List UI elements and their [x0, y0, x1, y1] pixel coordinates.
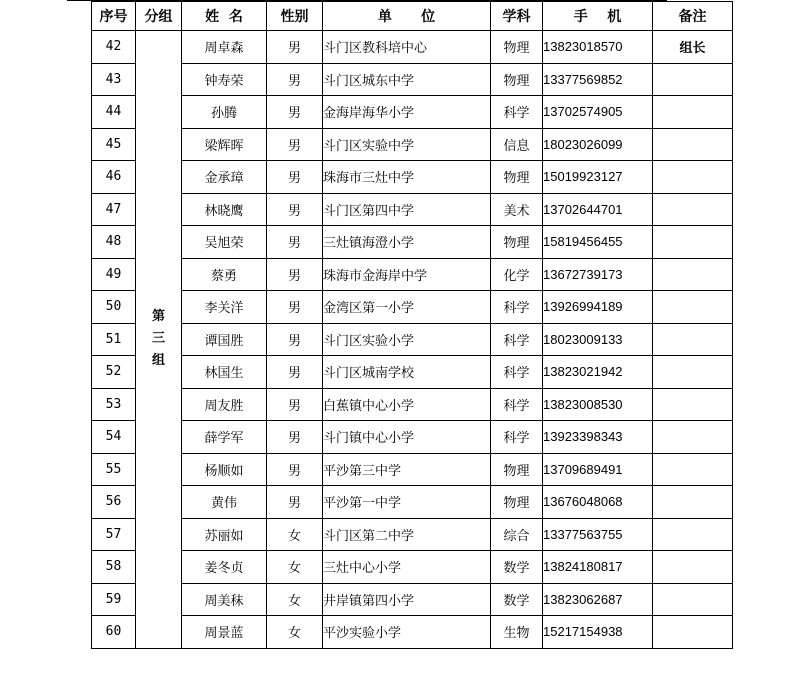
cell-subject: 信息	[491, 128, 543, 161]
group-label-char: 三	[151, 331, 165, 347]
cell-gender: 男	[267, 96, 323, 129]
cell-seq: 52	[92, 356, 136, 389]
cell-subject: 化学	[491, 258, 543, 291]
cell-phone: 13823021942	[543, 356, 653, 389]
cell-seq: 48	[92, 226, 136, 259]
cell-subject: 数学	[491, 551, 543, 584]
cell-seq: 47	[92, 193, 136, 226]
cell-name: 吴旭荣	[182, 226, 267, 259]
cell-phone: 13672739173	[543, 258, 653, 291]
cell-gender: 女	[267, 583, 323, 616]
header-gender: 性别	[267, 2, 323, 31]
cell-phone: 13377569852	[543, 63, 653, 96]
cell-unit: 珠海市金海岸中学	[323, 258, 491, 291]
cell-seq: 60	[92, 616, 136, 649]
cell-unit: 金海岸海华小学	[323, 96, 491, 129]
cell-note	[653, 421, 733, 454]
cell-note	[653, 356, 733, 389]
cell-unit: 珠海市三灶中学	[323, 161, 491, 194]
cell-gender: 男	[267, 356, 323, 389]
header-unit: 单 位	[323, 2, 491, 31]
cell-seq: 46	[92, 161, 136, 194]
cell-gender: 男	[267, 161, 323, 194]
cell-seq: 58	[92, 551, 136, 584]
cell-subject: 科学	[491, 96, 543, 129]
cell-unit: 平沙第一中学	[323, 486, 491, 519]
cell-phone: 13926994189	[543, 291, 653, 324]
cell-note	[653, 486, 733, 519]
cell-gender: 男	[267, 258, 323, 291]
cell-unit: 斗门区第四中学	[323, 193, 491, 226]
cell-seq: 50	[92, 291, 136, 324]
table-row	[92, 161, 733, 194]
cell-gender: 男	[267, 486, 323, 519]
cell-name: 周美秣	[182, 583, 267, 616]
cell-phone: 13702644701	[543, 193, 653, 226]
cell-subject: 科学	[491, 421, 543, 454]
cell-seq: 57	[92, 518, 136, 551]
cell-seq: 54	[92, 421, 136, 454]
cell-note	[653, 291, 733, 324]
cell-subject: 美术	[491, 193, 543, 226]
table-row	[92, 323, 733, 356]
cell-gender: 女	[267, 616, 323, 649]
cell-unit: 白蕉镇中心小学	[323, 388, 491, 421]
cell-subject: 科学	[491, 388, 543, 421]
cell-name: 林晓鹰	[182, 193, 267, 226]
cell-gender: 男	[267, 226, 323, 259]
cell-seq: 56	[92, 486, 136, 519]
cell-note	[653, 161, 733, 194]
table-row	[92, 551, 733, 584]
cell-seq: 44	[92, 96, 136, 129]
cell-note	[653, 616, 733, 649]
cell-phone: 13823008530	[543, 388, 653, 421]
cell-name: 梁辉晖	[182, 128, 267, 161]
cell-note	[653, 323, 733, 356]
cell-note	[653, 226, 733, 259]
cell-seq: 43	[92, 63, 136, 96]
cell-subject: 物理	[491, 161, 543, 194]
table-row	[92, 388, 733, 421]
cell-unit: 斗门区实验中学	[323, 128, 491, 161]
cell-name: 蔡勇	[182, 258, 267, 291]
header-name: 姓 名	[182, 2, 267, 31]
cell-gender: 男	[267, 421, 323, 454]
table-row	[92, 291, 733, 324]
header-subject: 学科	[491, 2, 543, 31]
cell-phone: 13824180817	[543, 551, 653, 584]
cell-gender: 女	[267, 551, 323, 584]
cell-phone: 18023026099	[543, 128, 653, 161]
cell-seq: 51	[92, 323, 136, 356]
cell-name: 金承璋	[182, 161, 267, 194]
cell-phone: 13709689491	[543, 453, 653, 486]
cell-unit: 三灶中心小学	[323, 551, 491, 584]
cell-phone: 15019923127	[543, 161, 653, 194]
cell-gender: 男	[267, 193, 323, 226]
cell-subject: 科学	[491, 323, 543, 356]
cell-seq: 45	[92, 128, 136, 161]
cell-phone: 15819456455	[543, 226, 653, 259]
cell-gender: 女	[267, 518, 323, 551]
cell-name: 黄伟	[182, 486, 267, 519]
cell-unit: 井岸镇第四小学	[323, 583, 491, 616]
table-row	[92, 421, 733, 454]
cell-phone: 15217154938	[543, 616, 653, 649]
cell-unit: 斗门区实验小学	[323, 323, 491, 356]
cell-phone: 13823018570	[543, 31, 653, 64]
roster-body	[92, 31, 733, 649]
cell-gender: 男	[267, 128, 323, 161]
cell-name: 林国生	[182, 356, 267, 389]
group-label-char: 第	[151, 309, 165, 325]
cell-name: 杨顺如	[182, 453, 267, 486]
cell-gender: 男	[267, 323, 323, 356]
cell-subject: 物理	[491, 486, 543, 519]
cell-subject: 生物	[491, 616, 543, 649]
header-note: 备注	[653, 2, 733, 31]
cell-subject: 物理	[491, 453, 543, 486]
roster-table	[91, 1, 733, 649]
cell-phone: 13923398343	[543, 421, 653, 454]
cell-name: 谭国胜	[182, 323, 267, 356]
cell-phone: 13823062687	[543, 583, 653, 616]
table-row	[92, 583, 733, 616]
cell-subject: 物理	[491, 63, 543, 96]
cell-unit: 斗门区城南学校	[323, 356, 491, 389]
cell-note	[653, 551, 733, 584]
table-row	[92, 96, 733, 129]
cell-note	[653, 583, 733, 616]
table-row	[92, 226, 733, 259]
cell-seq: 53	[92, 388, 136, 421]
cell-unit: 斗门镇中心小学	[323, 421, 491, 454]
cell-note	[653, 453, 733, 486]
cell-note	[653, 193, 733, 226]
cell-seq: 49	[92, 258, 136, 291]
cell-gender: 男	[267, 388, 323, 421]
cell-note	[653, 388, 733, 421]
cell-phone: 13676048068	[543, 486, 653, 519]
table-row	[92, 258, 733, 291]
group-label-char: 组	[151, 353, 165, 369]
cell-unit: 斗门区教科培中心	[323, 31, 491, 64]
cell-subject: 科学	[491, 291, 543, 324]
cell-seq: 55	[92, 453, 136, 486]
header-seq: 序号	[92, 2, 136, 31]
table-row	[92, 356, 733, 389]
header-phone: 手 机	[543, 2, 653, 31]
cell-seq: 42	[92, 31, 136, 64]
cell-unit: 斗门区城东中学	[323, 63, 491, 96]
cell-name: 薛学军	[182, 421, 267, 454]
header-row	[92, 2, 733, 31]
cell-unit: 平沙第三中学	[323, 453, 491, 486]
table-row	[92, 63, 733, 96]
cell-subject: 物理	[491, 31, 543, 64]
table-row	[92, 616, 733, 649]
cell-note	[653, 128, 733, 161]
cell-subject: 科学	[491, 356, 543, 389]
cell-subject: 综合	[491, 518, 543, 551]
table-row	[92, 31, 733, 64]
cell-name: 周景蓝	[182, 616, 267, 649]
cell-group	[136, 31, 182, 649]
cell-name: 周卓森	[182, 31, 267, 64]
cell-name: 姜冬贞	[182, 551, 267, 584]
table-row	[92, 453, 733, 486]
cell-note	[653, 518, 733, 551]
table-row	[92, 518, 733, 551]
cell-note	[653, 63, 733, 96]
cell-gender: 男	[267, 31, 323, 64]
cell-subject: 物理	[491, 226, 543, 259]
cell-unit: 金湾区第一小学	[323, 291, 491, 324]
table-row	[92, 486, 733, 519]
cell-gender: 男	[267, 63, 323, 96]
cell-note: 组长	[653, 31, 733, 64]
cell-name: 苏丽如	[182, 518, 267, 551]
table-row	[92, 193, 733, 226]
cell-unit: 平沙实验小学	[323, 616, 491, 649]
cell-note	[653, 96, 733, 129]
cell-gender: 男	[267, 291, 323, 324]
cell-name: 孙腾	[182, 96, 267, 129]
cell-gender: 男	[267, 453, 323, 486]
cell-name: 周友胜	[182, 388, 267, 421]
cell-phone: 18023009133	[543, 323, 653, 356]
cell-phone: 13702574905	[543, 96, 653, 129]
cell-unit: 三灶镇海澄小学	[323, 226, 491, 259]
cell-unit: 斗门区第二中学	[323, 518, 491, 551]
header-group: 分组	[136, 2, 182, 31]
cell-subject: 数学	[491, 583, 543, 616]
table-row	[92, 128, 733, 161]
cell-name: 钟寿荣	[182, 63, 267, 96]
cell-note	[653, 258, 733, 291]
cell-phone: 13377563755	[543, 518, 653, 551]
cell-name: 李关洋	[182, 291, 267, 324]
cell-seq: 59	[92, 583, 136, 616]
